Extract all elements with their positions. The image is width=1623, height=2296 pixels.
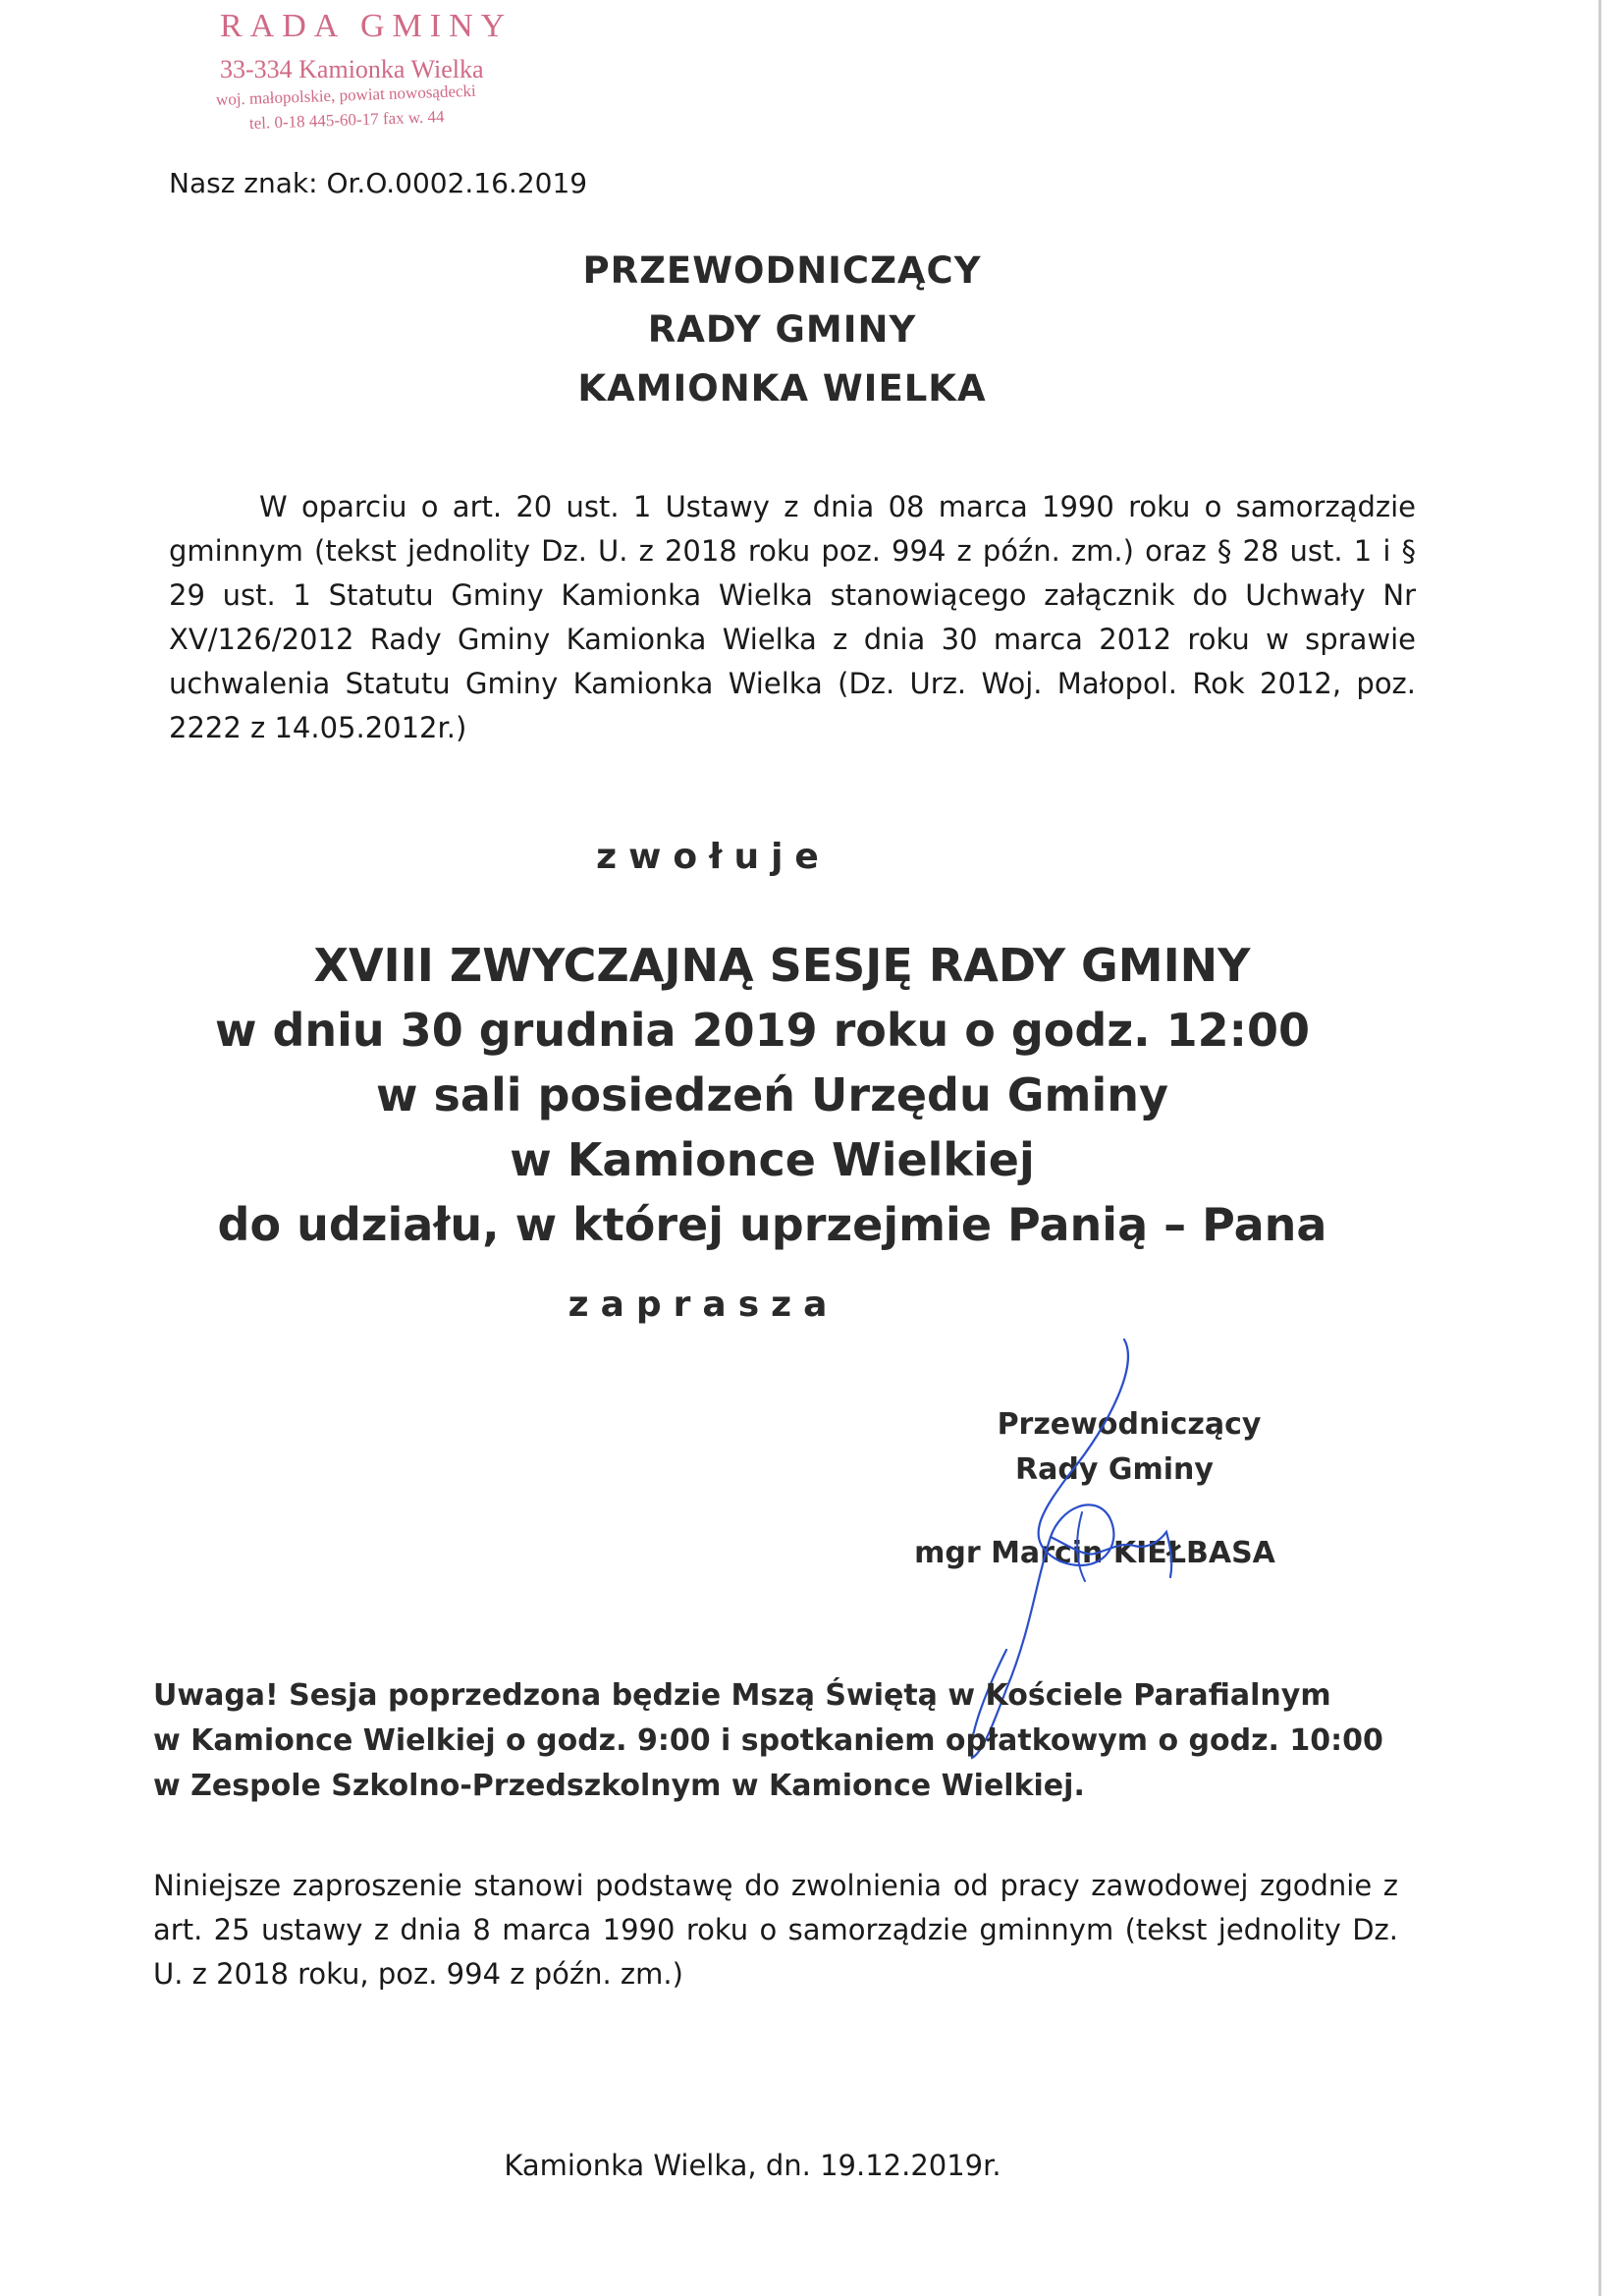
signatory-title-1: Przewodniczący <box>997 1407 1262 1442</box>
reference-number: Nasz znak: Or.O.0002.16.2019 <box>169 167 588 199</box>
legal-basis-paragraph: W oparciu o art. 20 ust. 1 Ustawy z dnia 08 marca 1990 roku o samorządzie gminnym (tekst jednolity Dz. U. z 2018 roku poz. 994 z późn. zm.) oraz § 28 ust. 1 i § 29 ust. 1 Statutu Gminy Kamionka Wielka stanowiącego załącznik do Uchwały Nr XV/126/2012 Rady Gminy Kamionka Wielka z dnia 30 marca 2012 roku w sprawie uchwalenia Statutu Gminy Kamionka Wielka (Dz. Urz. Woj. Małopol. Rok 2012, poz. 2222 z 14.05.2012r.) <box>169 490 1416 744</box>
scan-edge-line <box>1598 0 1601 2296</box>
signatory-title-2: Rady Gminy <box>1015 1452 1214 1487</box>
stamp-line-3: woj. małopolskie, powiat nowosądecki <box>215 81 477 109</box>
session-line-4: w Kamionce Wielkiej <box>510 1133 1035 1186</box>
note-line-3: w Zespole Szkolno-Przedszkolnym w Kamionce Wielkiej. <box>153 1769 1085 1803</box>
convenes-heading: zwołuje <box>596 837 831 877</box>
session-line-2: w dniu 30 grudnia 2019 roku o godz. 12:00 <box>214 1004 1311 1057</box>
attention-note <box>153 1673 1400 1809</box>
note-line-2: w Kamionce Wielkiej o godz. 9:00 i spotkaniem opłatkowym o godz. 10:00 <box>153 1723 1383 1758</box>
leave-basis-paragraph: Niniejsze zaproszenie stanowi podstawę do zwolnienia od pracy zawodowej zgodnie z art. 25 ustawy z dnia 8 marca 1990 roku o samorządzie gminnym (tekst jednolity Dz. U. z 2018 roku, poz. 994 z późn. zm.) <box>153 1869 1398 1991</box>
session-announcement <box>0 933 1623 1257</box>
header-line-3: KAMIONKA WIELKA <box>577 367 987 410</box>
invites-heading: zaprasza <box>568 1285 839 1325</box>
document-header <box>0 242 1623 418</box>
session-line-3: w sali posiedzeń Urzędu Gminy <box>376 1068 1168 1121</box>
session-line-5: do udziału, w której uprzejmie Panią – Pana <box>217 1198 1327 1251</box>
note-line-1: Uwaga! Sesja poprzedzona będzie Mszą Świętą w Kościele Parafialnym <box>153 1678 1331 1713</box>
place-and-date: Kamionka Wielka, dn. 19.12.2019r. <box>504 2149 1001 2182</box>
signatory-name: mgr Marcin KIEŁBASA <box>914 1536 1275 1570</box>
stamp-line-1: RADA GMINY <box>220 8 514 44</box>
stamp-line-2: 33-334 Kamionka Wielka <box>220 55 484 83</box>
header-line-1: PRZEWODNICZĄCY <box>582 249 982 292</box>
stamp-line-4: tel. 0-18 445-60-17 fax w. 44 <box>248 107 445 133</box>
council-stamp <box>214 8 587 136</box>
session-line-1: XVIII ZWYCZAJNĄ SESJĘ RADY GMINY <box>313 939 1251 992</box>
header-line-2: RADY GMINY <box>647 308 917 351</box>
